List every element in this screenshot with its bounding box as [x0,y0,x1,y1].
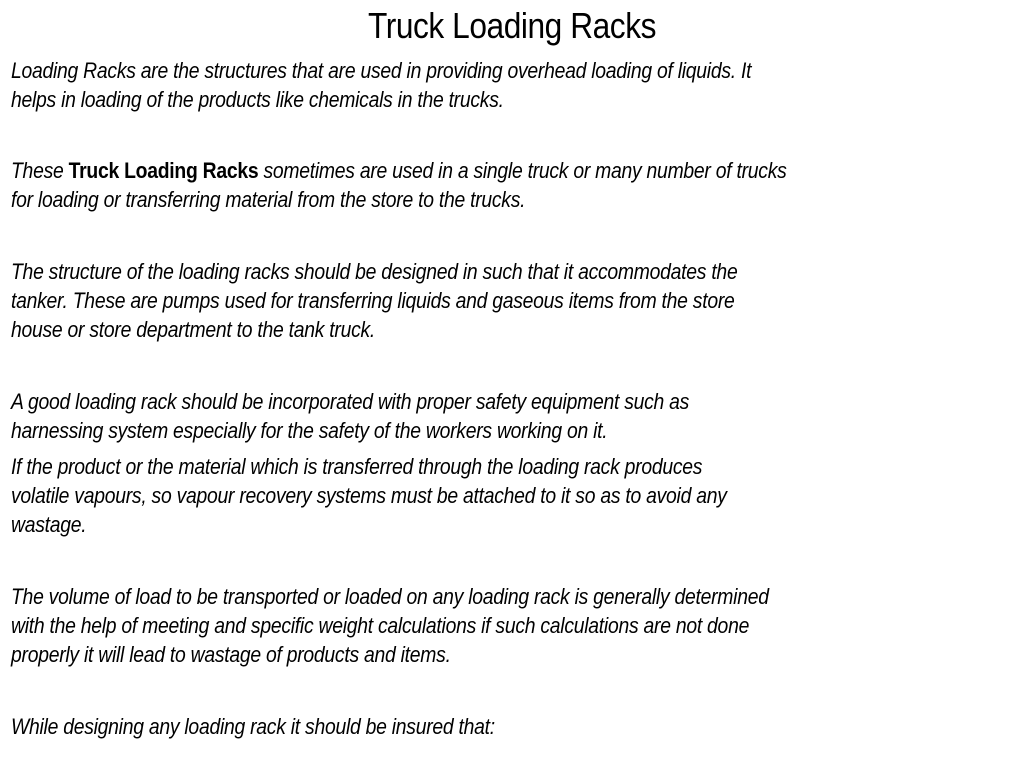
text-line: house or store department to the tank truck. [11,317,376,342]
text-line: The volume of load to be transported or loaded on any loading rack is generally determined [11,584,769,609]
bold-term: Truck Loading Racks [68,158,259,183]
text-line: A good loading rack should be incorporated with proper safety equipment such as [11,389,690,414]
text-line: volatile vapours, so vapour recovery systems must be attached to it so as to avoid any [11,483,727,508]
text-line: While designing any loading rack it should be insured that: [11,714,495,739]
text-line: If the product or the material which is transferred through the loading rack produces [11,454,703,479]
text-line: properly it will lead to wastage of products and items. [11,642,451,667]
text-line: tanker. These are pumps used for transferring liquids and gaseous items from the store [11,288,735,313]
text-line: wastage. [11,512,87,537]
text-span: These [11,158,69,183]
text-line: Loading Racks are the structures that are used in providing overhead loading of liquids. It [11,58,752,83]
slide-title: Truck Loading Racks [367,5,657,46]
text-line: for loading or transferring material from the store to the trucks. [11,187,526,212]
text-line: harnessing system especially for the safety of the workers working on it. [11,418,608,443]
text-span: sometimes are used in a single truck or many number of trucks [258,158,787,183]
text-line: The structure of the loading racks should be designed in such that it accommodates the [11,259,738,284]
text-line [11,156,787,185]
text-line: helps in loading of the products like chemicals in the trucks. [11,87,504,112]
text-line: with the help of meeting and specific weight calculations if such calculations are not done [11,613,750,638]
